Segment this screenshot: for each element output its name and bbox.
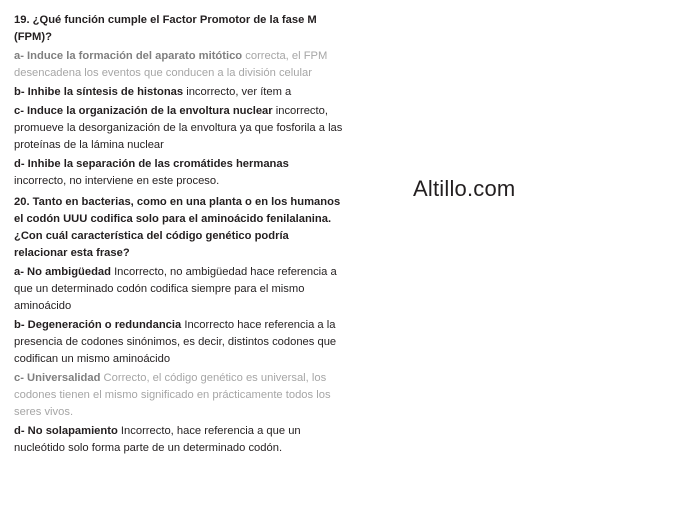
answer-feedback: Incorrecto, hace referencia a que un nucleótido solo forma parte de un determinado codón. [14, 425, 301, 455]
answer-lead: c- Induce la organización de la envoltura nuclear [14, 105, 273, 118]
answer-option [14, 368, 344, 421]
answer-feedback: incorrecto, no interviene en este proceso. [14, 175, 220, 188]
question-title: 20. Tanto en bacterias, como en una planta o en los humanos el codón UUU codifica solo para el aminoácido fenilalanina. ¿Con cuál característica del código genético podría relacionar esta frase? [14, 196, 341, 260]
document-body [14, 8, 344, 457]
answer-feedback: Incorrecto hace referencia a la presencia de codones sinónimos, es decir, distintos codones que codifican un mismo aminoácido [14, 319, 337, 366]
answer-lead: c- Universalidad [14, 372, 101, 385]
answer-feedback: correcta, el FPM desencadena los eventos que conducen a la división celular [14, 50, 328, 80]
question-block [14, 190, 344, 457]
answer-feedback: Incorrecto, no ambigüedad hace referencia a que un determinado codón codifica siempre para el mismo aminoácido [14, 266, 337, 313]
answer-option [14, 421, 344, 457]
answer-feedback: incorrecto, ver ítem a [183, 86, 292, 99]
answer-option [14, 262, 344, 315]
answer-option [14, 46, 344, 82]
answer-option [14, 315, 344, 368]
answer-option [14, 154, 344, 190]
watermark-altillo: Altillo.com [413, 176, 516, 201]
answer-lead: d- Inhibe la separación de las cromátides hermanas [14, 158, 289, 171]
answer-option [14, 82, 344, 101]
answer-feedback: incorrecto, promueve la desorganización de la envoltura ya que fosforila a las proteínas de la lámina nuclear [14, 105, 343, 152]
question-block [14, 8, 344, 190]
question-title: 19. ¿Qué función cumple el Factor Promotor de la fase M (FPM)? [14, 14, 317, 44]
answer-feedback: Correcto, el código genético es universal, los codones tienen el mismo significado en prácticamente todos los seres vivos. [14, 372, 331, 419]
answer-lead: d- No solapamiento [14, 425, 118, 438]
answer-lead: a- Induce la formación del aparato mitótico [14, 50, 243, 63]
answer-lead: b- Degeneración o redundancia [14, 319, 182, 332]
answer-lead: a- No ambigüedad [14, 266, 111, 279]
answer-lead: b- Inhibe la síntesis de histonas [14, 86, 184, 99]
answer-option [14, 101, 344, 154]
